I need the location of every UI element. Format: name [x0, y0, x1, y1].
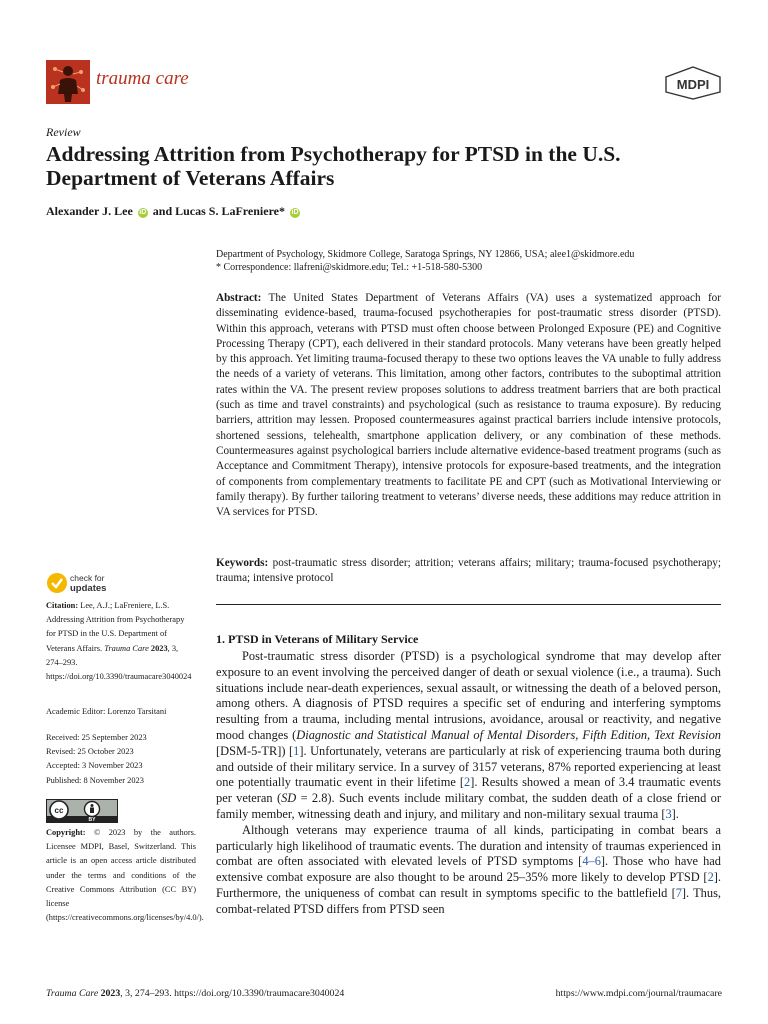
- affiliation: [216, 248, 736, 274]
- copyright-notice: [46, 826, 204, 925]
- check-label-line1: check for: [70, 573, 105, 583]
- article-title: Addressing Attrition from Psychotherapy for PTSD in the U.S. Department of Veterans Affairs: [46, 142, 621, 190]
- author-name: Lucas S. LaFreniere: [175, 204, 280, 218]
- footer-journal-url[interactable]: https://www.mdpi.com/journal/traumacare: [555, 988, 722, 999]
- mdpi-logo-icon[interactable]: [664, 66, 722, 100]
- corresponding-mark: *: [279, 204, 286, 218]
- section-heading: 1. PTSD in Veterans of Military Service: [216, 632, 419, 646]
- citation-authors: Lee, A.J.; LaFreniere, L.S. Addressing Attrition from Psychotherapy for PTSD in the U.S. Department of Veterans Affairs.: [46, 601, 185, 653]
- article-type: Review: [46, 125, 81, 139]
- author-list: [46, 204, 302, 219]
- academic-editor: Academic Editor: Lorenzo Tarsitani: [46, 707, 167, 716]
- abstract-label: Abstract:: [216, 292, 262, 304]
- received-date: Received: 25 September 2023: [46, 733, 147, 742]
- footer-citation: Trauma Care 2023, 3, 274–293. https://doi.org/10.3390/traumacare3040024: [46, 988, 345, 999]
- journal-name[interactable]: trauma care: [96, 68, 189, 89]
- author-joiner: and: [152, 204, 173, 218]
- citation-link[interactable]: 4–6: [582, 854, 601, 869]
- check-icon: [47, 573, 67, 593]
- citation-block: [46, 599, 196, 684]
- paragraph: Although veterans may experience trauma of all kinds, participating in combat bears a particularly high likelihood of traumatic events. The duration and intensity of traumas experienced in combat are often associated with elevated levels of PTSD symptoms [4–6]. Those who have had extensive combat exposure are also thought to be around 25–35% more likely to develop PTSD [2]. Furthermore, the uniqueness of combat can result in symptoms specific to the battlefield [7]. Thus, combat-related PTSD differs from PTSD seen: [216, 822, 721, 916]
- check-for-updates-badge[interactable]: [46, 570, 118, 596]
- mdpi-logo-text: MDPI: [676, 77, 710, 92]
- citation-link[interactable]: 1: [293, 743, 300, 758]
- check-label-line2: updates: [70, 583, 107, 594]
- citation-doi[interactable]: , 3, 274–293. https://doi.org/10.3390/traumacare3040024: [46, 643, 192, 682]
- citation-link[interactable]: 7: [675, 885, 682, 900]
- citation-link[interactable]: 2: [464, 775, 471, 790]
- keywords-text: post-traumatic stress disorder; attrition; veterans affairs; military; trauma-focused psychotherapy; trauma; intensive protocol: [216, 557, 722, 585]
- correspondence-line: * Correspondence: llafreni@skidmore.edu; Tel.: +1-518-580-5300: [216, 262, 483, 273]
- copyright-text: © 2023 by the authors. Licensee MDPI, Basel, Switzerland. This article is an open access article distributed under the terms and conditions of the Creative Commons Attribution (CC BY) license (https://creativecommons.org/licenses/by/4.0/).: [46, 828, 204, 923]
- publication-dates: [46, 731, 196, 788]
- cc-label: cc: [54, 806, 64, 815]
- affiliation-line: Department of Psychology, Skidmore College, Saratoga Springs, NY 12866, USA; alee1@skidmore.edu: [216, 249, 635, 260]
- revised-date: Revised: 25 October 2023: [46, 747, 134, 757]
- orcid-icon[interactable]: iD: [291, 209, 299, 216]
- cc-by-license-icon[interactable]: [46, 799, 118, 823]
- abstract: [216, 291, 721, 520]
- citation-link[interactable]: 2: [707, 870, 714, 885]
- copyright-label: Copyright:: [46, 828, 86, 837]
- orcid-icon[interactable]: iD: [139, 209, 147, 216]
- journal-logo-icon: [46, 60, 90, 104]
- paragraph: Post-traumatic stress disorder (PTSD) is a psychological syndrome that may develop after exposure to an event involving the perceived danger of death or sexual violence (i.e., a trauma). Such situations include near-death experiences, sexual assault, or witnessing the death of a beloved person, among others. A diagnosis of PTSD requires a specific set of enduring and interfering symptoms resulting from a trauma, including mental intrusions, avoidance, arousal or reactivity, and negative mood changes (Diagnostic and Statistical Manual of Mental Disorders, Fifth Edition, Text Revision [DSM-5-TR]) [1]. Unfortunately, veterans are particularly at risk of experiencing trauma both during and outside of their military service. In a survey of 3157 veterans, 87% reported experiencing at least one potentially traumatic event in their lifetime [2]. Results showed a mean of 3.4 traumatic events per veteran (SD = 2.8). Such events include military combat, the sudden death of a close friend or family member, witnessing death and injury, and military and non-military sexual trauma [3].: [216, 649, 721, 821]
- citation-label: Citation:: [46, 601, 79, 610]
- by-label: BY: [88, 817, 96, 823]
- citation-journal: Trauma Care: [104, 643, 149, 653]
- citation-year: 2023: [150, 643, 168, 653]
- abstract-text: The United States Department of Veterans Affairs (VA) uses a systematized approach for disseminating evidence-based, trauma-focused psychotherapies for post-traumatic stress disorder (PTSD). Within this approach, veterans with PTSD must often choose between Prolonged Exposure (PE) and Cognitive Processing Therapy (CPT), each delivered in their standard protocols. Many veterans have been greatly helped by this approach. Yet limiting trauma-focused therapy to these two options leaves the VA unable to fully address the needs of a variety of veterans. This limitation, among other factors, contributes to the suboptimal attrition rates within the VA. The present review proposes solutions to address treatment barriers that are both practical (such as time and travel constraints) and psychological (such as resistance to trauma exposure). By reducing barriers, attrition may lessen. Proposed countermeasures against practical barriers include intensive protocols, shortened sessions, telehealth, smartphone application delivery, or any combination of these methods. Countermeasures against psychological barriers include alternative evidence-based treatment programs (such as Acceptance and Commitment Therapy), intensive protocols for exposure-based treatments, and the integration of components from complementary treatments to facilitate PE and CPT (such as Motivational Interviewing or family therapy). By further tailoring treatment to veterans’ diverse needs, these additions may reduce attrition in VA services for PTSD.: [216, 292, 721, 519]
- body-text: [216, 649, 721, 918]
- keywords: [216, 556, 721, 587]
- author-name: Alexander J. Lee: [46, 204, 133, 218]
- published-date: Published: 8 November 2023: [46, 775, 144, 785]
- accepted-date: Accepted: 3 November 2023: [46, 761, 143, 771]
- keywords-label: Keywords:: [216, 557, 269, 569]
- citation-link[interactable]: 3: [665, 806, 672, 821]
- divider: [216, 604, 721, 605]
